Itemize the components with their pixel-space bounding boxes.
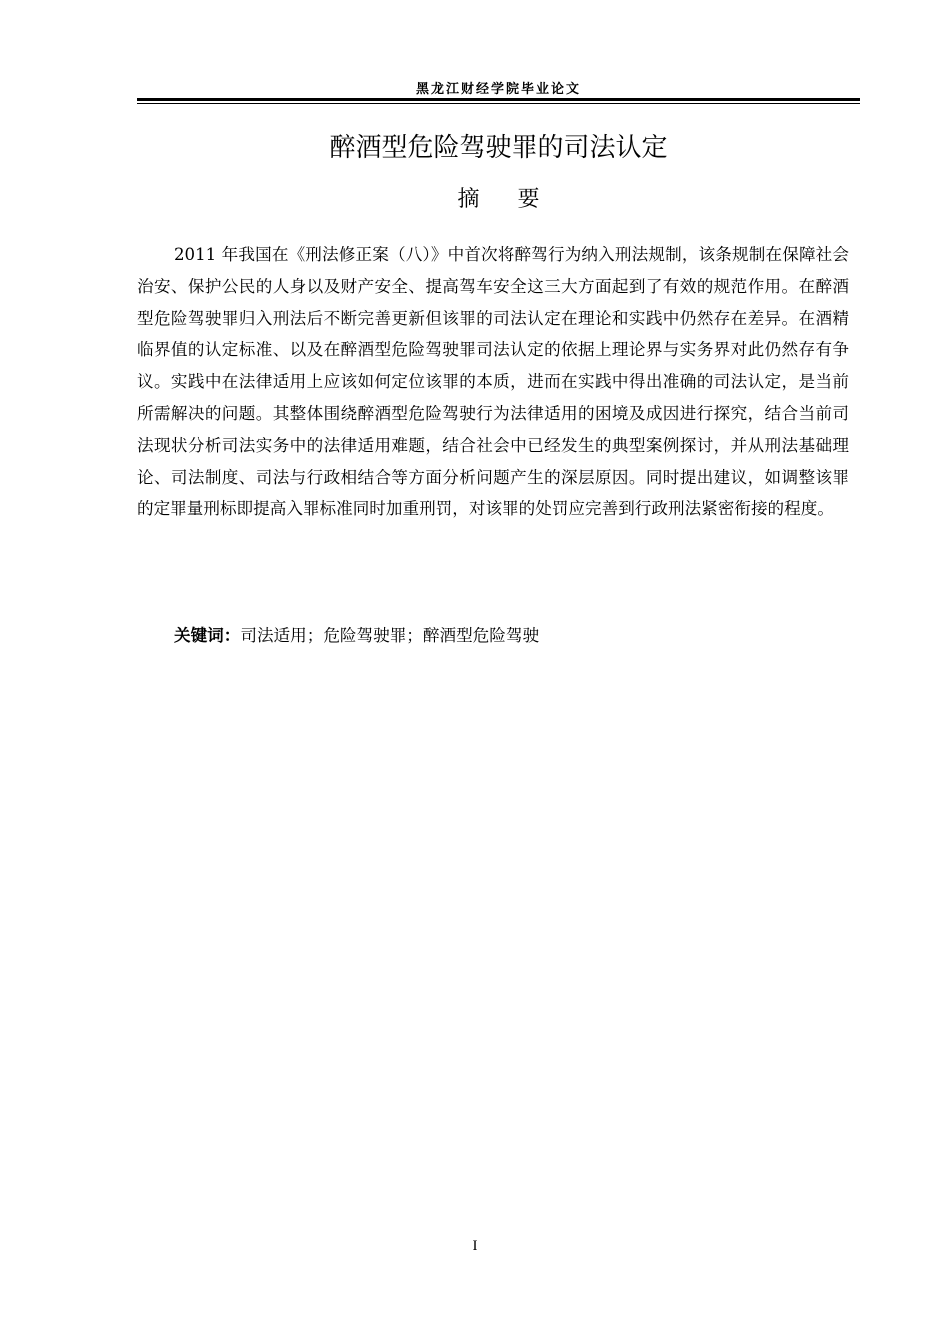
abstract-paragraph: 2011 年我国在《刑法修正案（八）》中首次将醉驾行为纳入刑法规制，该条规制在保障社会治安、保护公民的人身以及财产安全、提高驾车安全这三大方面起到了有效的规范作用。在醉酒型危险驾驶罪归入刑法后不断完善更新但该罪的司法认定在理论和实践中仍然存在差异。在酒精临界值的认定标准、以及在醉酒型危险驾驶罪司法认定的依据上理论界与实务界对此仍然存有争议。实践中在法律适用上应该如何定位该罪的本质，进而在实践中得出准确的司法认定，是当前所需解决的问题。其整体围绕醉酒型危险驾驶行为法律适用的困境及成因进行探究，结合当前司法现状分析司法实务中的法律适用难题，结合社会中已经发生的典型案例探讨，并从刑法基础理论、司法制度、司法与行政相结合等方面分析问题产生的深层原因。同时提出建议，如调整该罪的定罪量刑标即提高入罪标准同时加重刑罚，对该罪的处罚应完善到行政刑法紧密衔接的程度。 — [137, 245, 849, 519]
keywords-line — [174, 621, 539, 651]
header-rule-thin — [137, 103, 860, 104]
keywords-values: 司法适用；危险驾驶罪；醉酒型危险驾驶 — [240, 626, 540, 645]
running-header: 黑龙江财经学院毕业论文 — [415, 82, 581, 97]
abstract-heading: 摘要 — [457, 187, 578, 212]
page-number: I — [472, 1238, 478, 1254]
document-title: 醉酒型危险驾驶罪的司法认定 — [329, 133, 668, 163]
header-rule-thick — [137, 98, 860, 101]
keywords-label: 关键词： — [174, 626, 241, 645]
